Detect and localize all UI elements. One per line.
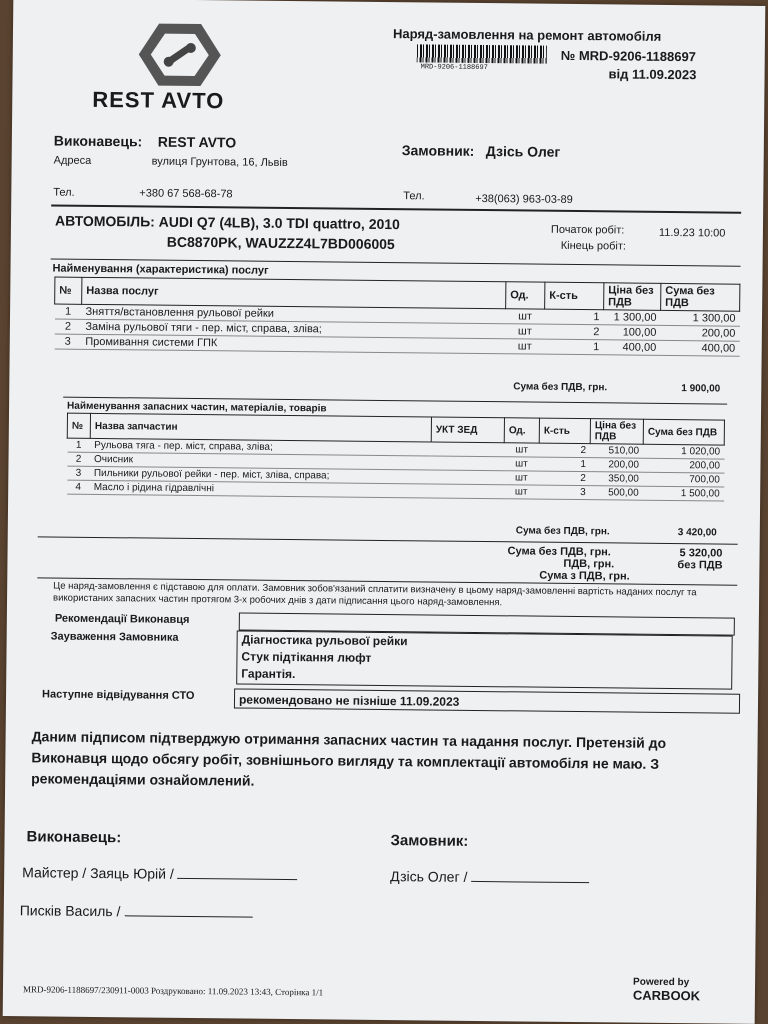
signature-customer-label: Замовник: xyxy=(390,832,469,850)
executor-phone: +380 67 568-68-78 xyxy=(139,187,233,201)
header-cell: Ціна без ПДВ xyxy=(590,419,643,445)
cell-unit: шт xyxy=(504,443,539,457)
executor-name: REST AVTO xyxy=(157,133,237,151)
cell-unit: шт xyxy=(505,309,544,324)
cell-name: Очисник xyxy=(90,452,431,470)
executor-address: вулиця Грунтова, 16, Львів xyxy=(151,155,288,169)
signature-line xyxy=(471,881,589,883)
cell-num: 1 xyxy=(67,438,90,452)
cell-qty: 1 xyxy=(544,339,603,355)
cell-code xyxy=(431,470,504,485)
signature-executor-label: Виконавець: xyxy=(26,828,122,847)
cell-code xyxy=(431,442,504,457)
start-label: Початок робіт: xyxy=(550,223,625,237)
customer-name: Дзісь Олег xyxy=(485,143,561,160)
cell-sum: 400,00 xyxy=(660,340,739,356)
cell-qty: 2 xyxy=(539,471,590,486)
cell-num: 3 xyxy=(67,466,90,480)
cell-sum: 700,00 xyxy=(643,472,724,487)
cell-name: Масло і рідина гідравлічні xyxy=(90,480,431,498)
grand-total-net-value: 5 320,00 xyxy=(679,547,723,560)
document-page xyxy=(3,0,766,1024)
cell-unit: шт xyxy=(504,485,539,499)
cell-unit: шт xyxy=(504,457,539,471)
payment-notice: Це наряд-замовлення є підставою для оплати. Замовник зобов'язаний сплатити визначену в цьому наряд-замовленні вартість наданих послуг та використаних запасних частин протягом 3-х робочих днів з дати підписання цього наряд-замовлення. xyxy=(53,580,697,609)
header-cell: К-сть xyxy=(539,418,590,444)
print-info: MRD-9206-1188697/230911-0003 Роздруковано: 11.09.2023 13:43, Сторінка 1/1 xyxy=(22,984,324,998)
cell-price: 510,00 xyxy=(590,444,643,459)
cell-unit: шт xyxy=(505,339,544,354)
cell-num: 4 xyxy=(67,480,90,494)
executor-phone-label: Тел. xyxy=(53,186,75,199)
cell-sum: 200,00 xyxy=(660,325,739,341)
grand-total-net-label: Сума без ПДВ, грн. xyxy=(507,545,611,559)
remark-line: Гарантія. xyxy=(241,666,296,682)
customer-phone: +38(063) 963-03-89 xyxy=(475,192,573,206)
recommendation-label: Рекомендації Виконавця xyxy=(54,612,190,626)
cell-num: 2 xyxy=(54,319,81,334)
next-visit-field: рекомендовано не пізніше 11.09.2023 xyxy=(234,688,740,713)
header-cell: Сума без ПДВ xyxy=(643,419,724,445)
cell-num: 2 xyxy=(67,452,90,466)
cell-sum: 1 500,00 xyxy=(643,486,724,501)
header-cell: УКТ ЗЕД xyxy=(431,417,504,443)
header-cell: Ціна без ПДВ xyxy=(604,283,661,311)
car-description: АВТОМОБІЛЬ: AUDI Q7 (4LB), 3.0 TDI quattro, 2010 xyxy=(54,212,400,233)
header-cell: К-сть xyxy=(545,282,604,310)
cell-sum: 1 300,00 xyxy=(660,310,739,326)
parts-table xyxy=(66,413,725,502)
cell-price: 500,00 xyxy=(590,486,643,501)
powered-by xyxy=(633,977,755,1004)
cell-price: 100,00 xyxy=(603,325,660,341)
cell-num: 1 xyxy=(54,304,81,319)
services-section-title: Найменування (характеристика) послуг xyxy=(52,262,269,277)
signature-second-name: Писків Василь / xyxy=(19,902,121,920)
remark-line: Діагностика рульової рейки xyxy=(241,632,408,649)
cell-qty: 2 xyxy=(539,443,590,458)
divider xyxy=(38,536,738,544)
signature-line xyxy=(178,878,298,880)
end-label: Кінець робіт: xyxy=(560,239,627,253)
cell-price: 400,00 xyxy=(603,340,660,356)
signature-master xyxy=(22,864,298,883)
header-cell: Назва запчастин xyxy=(90,413,431,442)
vat-label: ПДВ, грн. xyxy=(563,557,615,571)
cell-num: 3 xyxy=(54,334,81,349)
cell-sum: 1 020,00 xyxy=(643,444,724,459)
remarks-label: Зауваження Замовника xyxy=(50,630,179,644)
document-date: від 11.09.2023 xyxy=(608,66,697,83)
vat-value: без ПДВ xyxy=(677,559,723,572)
barcode-text: MRD-9206-1188697 xyxy=(420,63,488,73)
cell-price: 350,00 xyxy=(590,472,643,487)
remarks-field xyxy=(236,630,733,689)
brand-name: REST AVTO xyxy=(92,86,225,114)
confirmation-statement: Даним підписом підтверджую отримання запасних частин та надання послуг. Претензій до Виконавця щодо обсягу робіт, зовнішнього вигляду та комплектації автомобіля не маю. З рекомендаціями ознайомлений. xyxy=(31,728,667,789)
cell-unit: шт xyxy=(505,324,544,339)
customer-phone-label: Тел. xyxy=(403,190,425,203)
grand-total-gross-label: Сума з ПДВ, грн. xyxy=(539,569,630,583)
divider xyxy=(51,204,741,213)
document-number: № MRD-9206-1188697 xyxy=(560,47,697,65)
cell-name: Заміна рульової тяги - пер. міст, справа, зліва; xyxy=(81,319,505,338)
cell-code xyxy=(431,484,504,499)
parts-total-value: 3 420,00 xyxy=(677,527,717,539)
header-cell: Сума без ПДВ xyxy=(661,283,740,311)
cell-name: Пильники рульової рейки - пер. міст, зліва, справа; xyxy=(90,466,431,484)
signature-master-name: Майстер / Заяць Юрій / xyxy=(22,864,174,882)
wrench-hexagon-logo-icon xyxy=(134,19,225,90)
cell-qty: 1 xyxy=(544,309,603,325)
start-value: 11.9.23 10:00 xyxy=(658,226,726,240)
cell-name: Промивання системи ГПК xyxy=(81,334,505,353)
cell-code xyxy=(431,456,504,471)
header-cell: Назва послуг xyxy=(82,277,506,308)
parts-section-title: Найменування запасних частин, матеріалів, товарів xyxy=(67,400,327,415)
executor-label: Виконавець: xyxy=(53,132,143,150)
parts-total-label: Сума без ПДВ, грн. xyxy=(515,525,610,538)
cell-sum: 200,00 xyxy=(643,458,724,473)
powered-by-label: Powered by xyxy=(633,976,690,989)
next-visit-label: Наступне відвідування СТО xyxy=(41,688,195,703)
header-cell: Од. xyxy=(504,418,539,443)
signature-customer-name: Дзісь Олег / xyxy=(390,868,468,885)
signature-customer xyxy=(390,868,589,886)
cell-unit: шт xyxy=(504,471,539,485)
remark-line: Стук підтікання люфт xyxy=(241,649,372,665)
header-cell: № xyxy=(67,413,90,438)
services-total-value: 1 900,00 xyxy=(681,383,721,395)
header-cell: Од. xyxy=(506,282,545,309)
signature-second xyxy=(20,902,253,920)
cell-name: Рульова тяга - пер. міст, справа, зліва; xyxy=(90,438,431,456)
cell-name: Зняття/встановлення рульової рейки xyxy=(81,304,505,323)
customer-label: Замовник: xyxy=(401,142,475,159)
cell-qty: 2 xyxy=(544,324,603,340)
cell-price: 200,00 xyxy=(590,458,643,473)
services-table xyxy=(54,277,741,357)
carbook-logo: CARBOOK xyxy=(632,987,701,1004)
cell-qty: 3 xyxy=(539,485,590,500)
document-title: Наряд-замовлення на ремонт автомобіля xyxy=(392,26,662,44)
address-label: Адреса xyxy=(53,154,92,167)
services-total-label: Сума без ПДВ, грн. xyxy=(513,381,608,394)
cell-qty: 1 xyxy=(539,457,590,472)
cell-price: 1 300,00 xyxy=(603,310,660,326)
header-cell: № xyxy=(55,277,82,304)
car-plate-vin: BC8870PK, WAUZZZ4L7BD006005 xyxy=(166,233,395,253)
signature-line xyxy=(124,915,252,917)
barcode xyxy=(417,44,547,63)
